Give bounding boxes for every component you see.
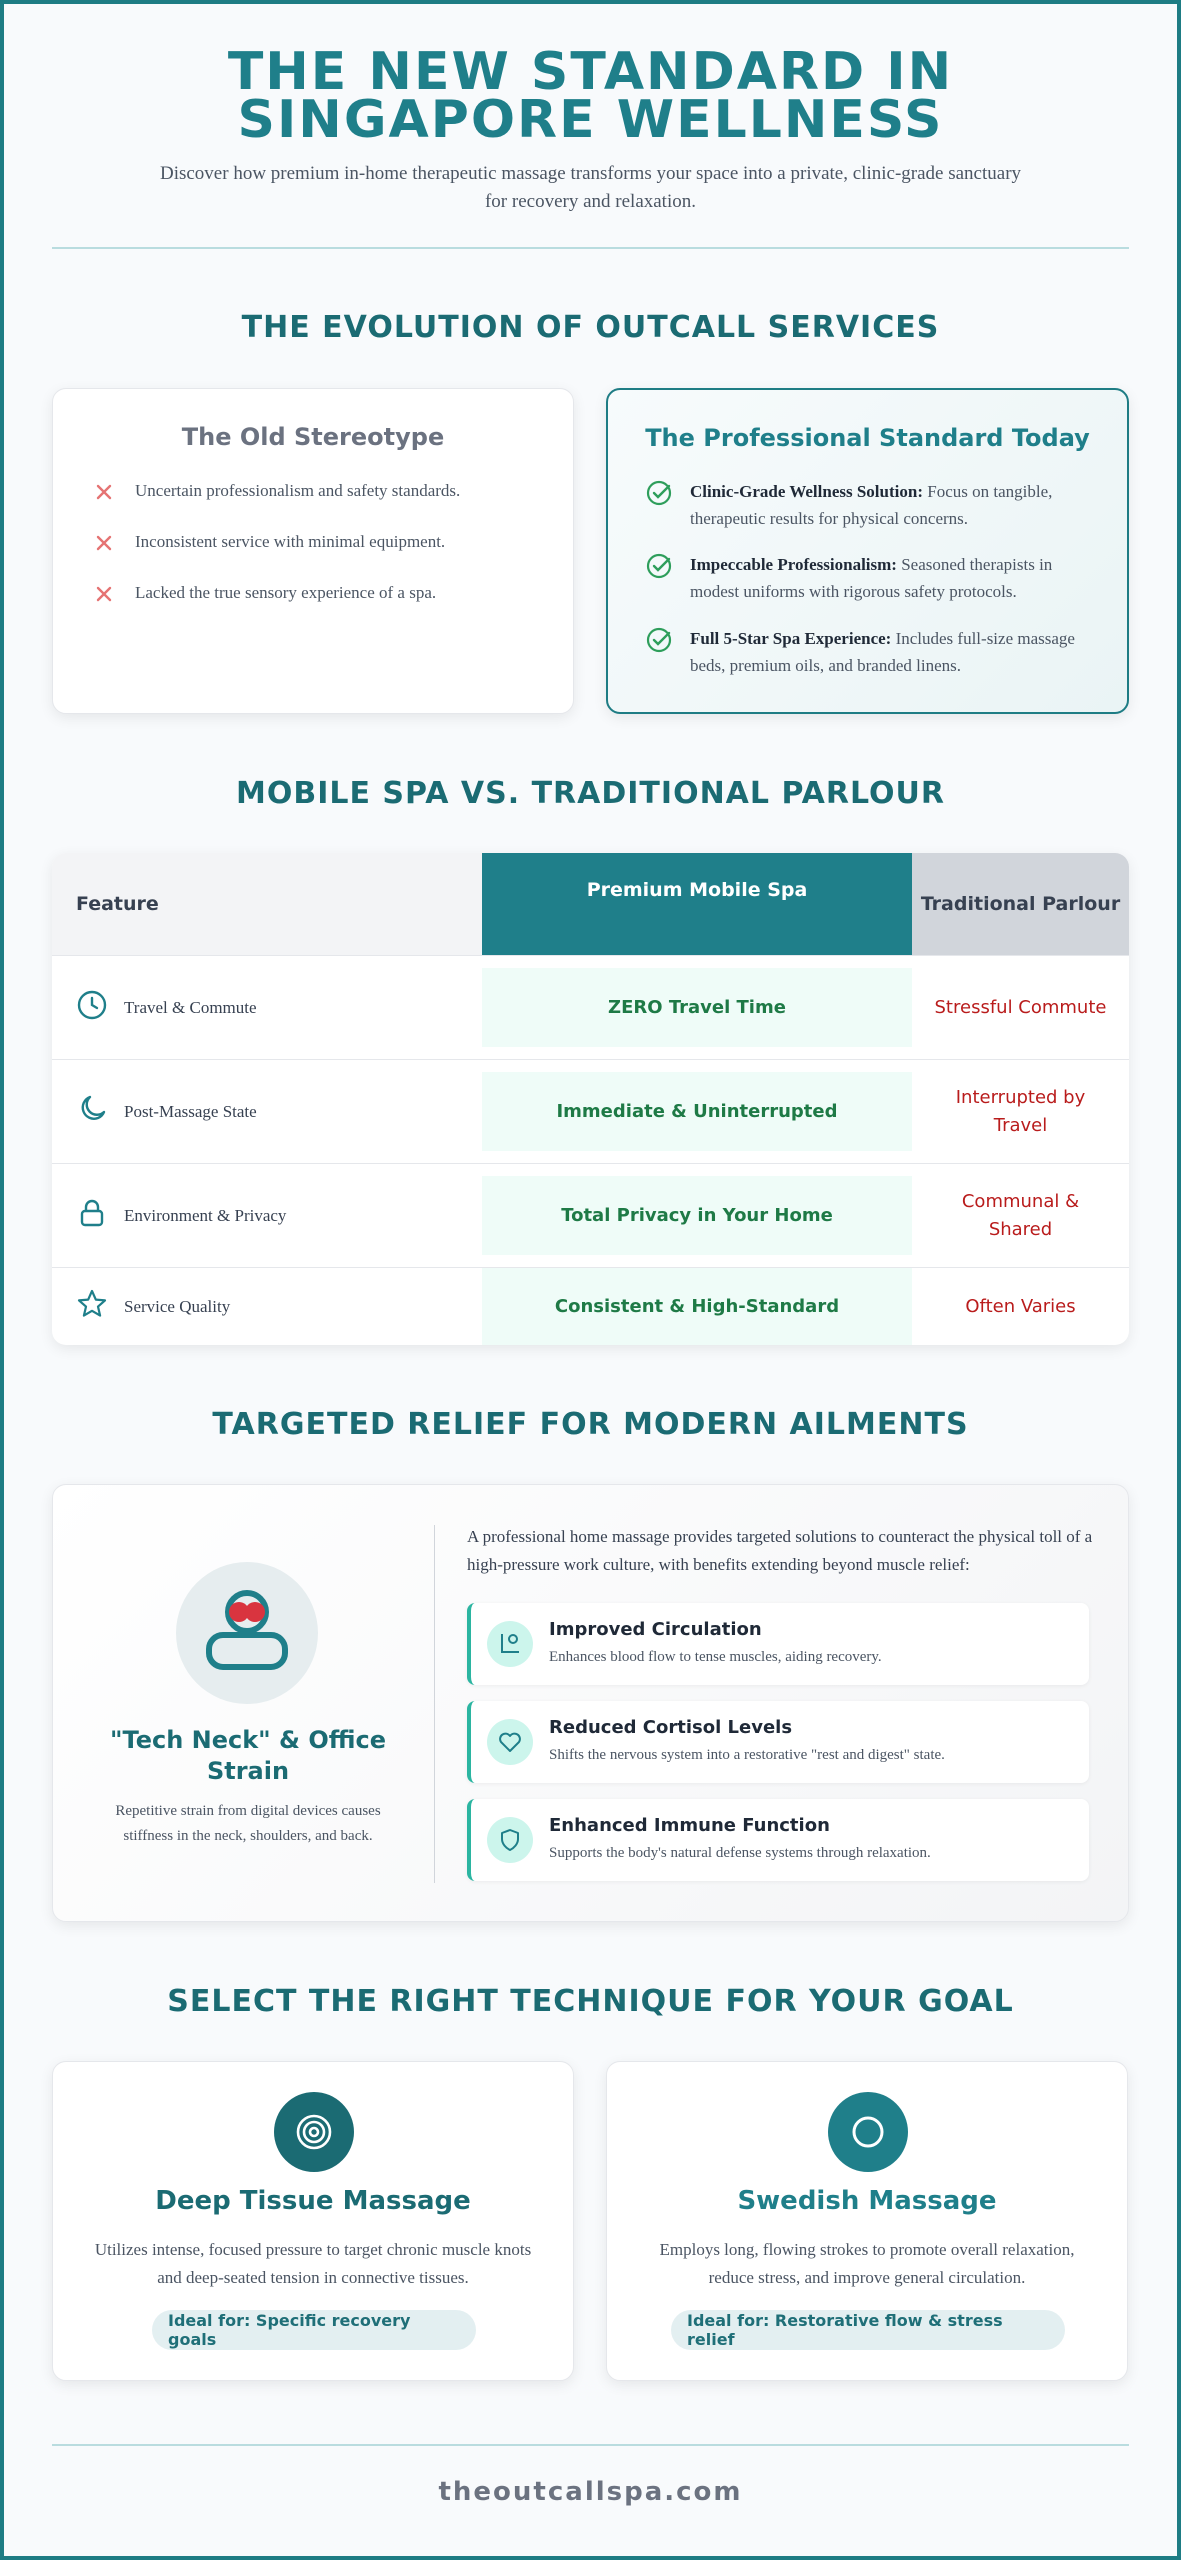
row-traditional-value: Communal & Shared: [961, 1190, 1080, 1240]
divider: [52, 2444, 1129, 2446]
circulation-icon: [487, 1621, 533, 1667]
list-item-text: Impeccable Professionalism: Seasoned therapists in modest uniforms with rigorous safety protocols.: [690, 555, 1053, 601]
header-mobile-spa: Premium Mobile Spa: [482, 853, 912, 955]
table-row: [52, 1267, 1129, 1345]
check-circle-icon: [644, 551, 674, 605]
row-feature: Travel & Commute: [76, 956, 257, 1059]
check-circle-icon: [644, 625, 674, 679]
benefit-text: Enhances blood flow to tense muscles, aiding recovery.: [549, 1649, 882, 1665]
list-item-text: Inconsistent service with minimal equipment.: [135, 532, 446, 551]
list-item: [89, 477, 543, 511]
page-subtitle: Discover how premium in-home therapeutic massage transforms your space into a private, clinic-grade sanctuary for recovery and relaxation.: [159, 163, 1022, 212]
cross-icon: [89, 477, 119, 511]
row-mobile-value: ZERO Travel Time: [482, 968, 912, 1047]
benefit-item: [467, 1701, 1089, 1783]
benefit-text: Shifts the nervous system into a restorative "rest and digest" state.: [549, 1747, 945, 1763]
technique-text: Employs long, flowing strokes to promote overall relaxation, reduce stress, and improve general circulation.: [659, 2240, 1075, 2287]
list-item: [644, 551, 1097, 605]
section-title-techniques: SELECT THE RIGHT TECHNIQUE FOR YOUR GOAL: [167, 1984, 1014, 2019]
benefit-item: [467, 1603, 1089, 1685]
technique-title: Swedish Massage: [737, 2186, 997, 2216]
avatar: [176, 1562, 318, 1704]
relief-intro: A professional home massage provides targeted solutions to counteract the physical toll of a high-pressure work culture, with benefits extending beyond muscle relief:: [467, 1527, 1093, 1574]
circle-icon: [828, 2092, 908, 2172]
row-feature: Post-Massage State: [76, 1060, 257, 1163]
ailment-heading: "Tech Neck" & Office Strain: [110, 1726, 386, 1785]
row-mobile-value: Total Privacy in Your Home: [482, 1176, 912, 1255]
ideal-for-badge: Ideal for: Specific recovery goals: [152, 2310, 476, 2350]
old-stereotype-card: [52, 388, 574, 714]
benefit-text: Supports the body's natural defense systems through relaxation.: [549, 1845, 931, 1861]
divider: [52, 247, 1129, 249]
table-row: [52, 1163, 1129, 1267]
divider: [434, 1525, 435, 1883]
row-feature: Environment & Privacy: [76, 1164, 286, 1267]
page-title: THE NEW STANDARD IN SINGAPORE WELLNESS: [227, 42, 954, 150]
professional-standard-heading: The Professional Standard Today: [645, 424, 1090, 452]
footer-site[interactable]: theoutcallspa.com: [438, 2477, 743, 2507]
technique-card-deep-tissue: [52, 2061, 574, 2381]
row-feature: Service Quality: [76, 1268, 230, 1345]
technique-text: Utilizes intense, focused pressure to target chronic muscle knots and deep-seated tension in connective tissues.: [94, 2240, 532, 2287]
list-item-text: Uncertain professionalism and safety standards.: [135, 481, 461, 500]
clock-icon: [76, 989, 108, 1026]
target-icon: [274, 2092, 354, 2172]
cross-icon: [89, 528, 119, 562]
check-circle-icon: [644, 478, 674, 532]
comparison-table: [52, 853, 1129, 1345]
ailment-text: Repetitive strain from digital devices causes stiffness in the neck, shoulders, and back.: [115, 1803, 381, 1844]
technique-card-swedish: [606, 2061, 1128, 2381]
professional-standard-card: [606, 388, 1129, 714]
row-traditional-value: Interrupted by Travel: [955, 1086, 1086, 1136]
row-mobile-value: Consistent & High-Standard: [482, 1268, 912, 1345]
row-traditional-value: Often Varies: [965, 1295, 1076, 1317]
list-item-text: Full 5-Star Spa Experience: Includes full-size massage beds, premium oils, and branded linens.: [690, 629, 1075, 675]
list-item: [644, 478, 1097, 532]
benefit-title: Reduced Cortisol Levels: [549, 1717, 793, 1738]
relief-card: [52, 1484, 1129, 1922]
benefit-item: [467, 1799, 1089, 1881]
section-title-evolution: THE EVOLUTION OF OUTCALL SERVICES: [241, 310, 940, 345]
list-item: [89, 579, 543, 613]
section-title-comparison: MOBILE SPA VS. TRADITIONAL PARLOUR: [235, 776, 946, 811]
lock-icon: [76, 1197, 108, 1234]
benefit-title: Improved Circulation: [549, 1619, 762, 1640]
technique-title: Deep Tissue Massage: [155, 2186, 471, 2216]
header-feature: Feature: [52, 853, 482, 955]
shield-icon: [487, 1817, 533, 1863]
old-stereotype-heading: The Old Stereotype: [181, 423, 445, 451]
list-item: [644, 625, 1097, 679]
table-row: [52, 955, 1129, 1059]
cross-icon: [89, 579, 119, 613]
list-item-text: Clinic-Grade Wellness Solution: Focus on tangible, therapeutic results for physical concerns.: [690, 482, 1053, 528]
header-traditional-parlour: Traditional Parlour: [912, 853, 1129, 955]
ideal-for-badge: Ideal for: Restorative flow & stress relief: [671, 2310, 1065, 2350]
table-row: [52, 1059, 1129, 1163]
section-title-relief: TARGETED RELIEF FOR MODERN AILMENTS: [212, 1407, 969, 1442]
person-strain-icon: [176, 1562, 318, 1704]
benefit-title: Enhanced Immune Function: [549, 1815, 830, 1836]
heart-icon: [487, 1719, 533, 1765]
list-item-text: Lacked the true sensory experience of a spa.: [135, 583, 437, 602]
star-icon: [76, 1288, 108, 1325]
row-mobile-value: Immediate & Uninterrupted: [482, 1072, 912, 1151]
moon-icon: [76, 1093, 108, 1130]
row-traditional-value: Stressful Commute: [934, 996, 1107, 1018]
list-item: [89, 528, 543, 562]
